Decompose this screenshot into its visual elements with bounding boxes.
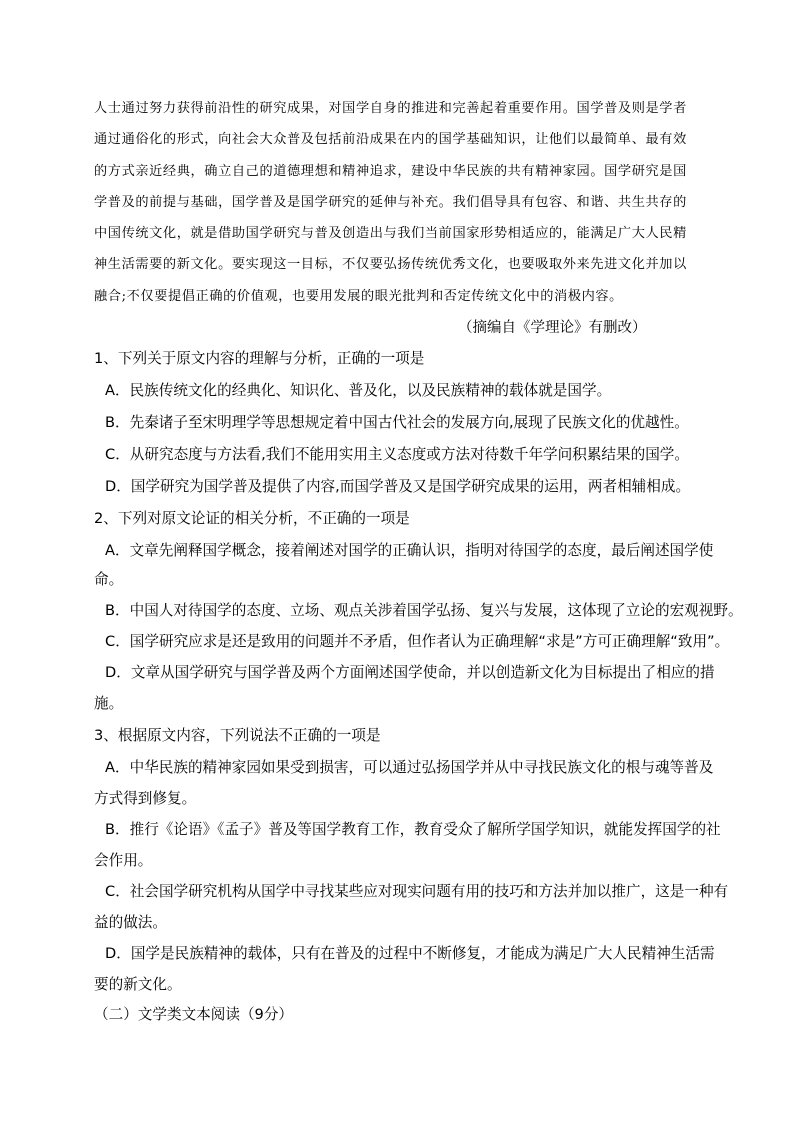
section-heading: （二）文学类文本阅读（9分） — [94, 1006, 294, 1023]
question-2-option-c: C．国学研究应求是还是致用的问题并不矛盾，但作者认为正确理解“求是”方可正确理解“致用”。 — [105, 633, 730, 650]
question-2-option-d-cont: 施。 — [94, 695, 124, 712]
question-2-option-a-cont: 命。 — [94, 571, 124, 588]
question-3-option-d-cont: 要的新文化。 — [94, 976, 182, 993]
question-1-option-b: B．先秦诸子至宋明理学等思想规定着中国古代社会的发展方向,展现了民族文化的优越性。 — [105, 414, 689, 431]
question-3-option-a: A．中华民族的精神家园如果受到损害，可以通过弘扬国学并从中寻找民族文化的根与魂等普及 — [105, 759, 714, 776]
question-3-option-b-cont: 会作用。 — [94, 852, 153, 869]
question-3-option-d: D．国学是民族精神的载体，只有在普及的过程中不断修复，才能成为满足广大人民精神生活需 — [105, 945, 715, 962]
question-3-option-c-cont: 益的做法。 — [94, 914, 167, 931]
passage-line: 人士通过努力获得前沿性的研究成果，对国学自身的推进和完善起着重要作用。国学普及则是学者 — [94, 101, 687, 116]
question-3-option-c: C．社会国学研究机构从国学中寻找某些应对现实问题有用的技巧和方法并加以推广，这是一种有 — [105, 883, 729, 900]
passage — [94, 93, 700, 312]
passage-line: 融合;不仅要提倡正确的价值观，也要用发展的眼光批判和否定传统文化中的消极内容。 — [94, 288, 623, 304]
question-2-option-d: D．文章从国学研究与国学普及两个方面阐述国学使命，并以创造新文化为目标提出了相应的措 — [105, 664, 715, 681]
passage-line: 的方式亲近经典，确立自己的道德理想和精神追求，建设中华民族的共有精神家园。国学研究是国 — [94, 163, 687, 179]
question-1-option-d: D．国学研究为国学普及提供了内容,而国学普及又是国学研究成果的运用，两者相辅相成。 — [105, 478, 691, 495]
question-1-stem: 1、下列关于原文内容的理解与分析，正确的一项是 — [94, 350, 425, 367]
question-2-option-a: A．文章先阐释国学概念，接着阐述对国学的正确认识，指明对待国学的态度，最后阐述国学使 — [105, 542, 714, 559]
question-3-stem: 3、根据原文内容，下列说法不正确的一项是 — [94, 727, 381, 744]
question-3-option-b: B．推行《论语》《孟子》普及等国学教育工作，教育受众了解所学国学知识，就能发挥国学的社 — [105, 821, 721, 838]
question-3-option-a-cont: 方式得到修复。 — [94, 790, 197, 807]
passage-line: 中国传统文化，就是借助国学研究与普及创造出与我们当前国家形势相适应的，能满足广大人民精 — [94, 226, 687, 242]
question-1-option-c: C．从研究态度与方法看,我们不能用实用主义态度或方法对待数千年学问积累结果的国学。 — [105, 446, 689, 463]
question-1-option-a: A．民族传统文化的经典化、知识化、普及化，以及民族精神的载体就是国学。 — [105, 382, 612, 399]
passage-source: （摘编自《学理论》有删改） — [458, 320, 647, 336]
passage-line: 通过通俗化的形式，向社会大众普及包括前沿成果在内的国学基础知识，让他们以最简单、最有效 — [94, 132, 687, 148]
question-2-stem: 2、下列对原文论证的相关分析，不正确的一项是 — [94, 510, 410, 527]
passage-line: 学普及的前提与基础，国学普及是国学研究的延伸与补充。我们倡导具有包容、和谐、共生共存的 — [94, 194, 687, 210]
passage-line: 神生活需要的新文化。要实现这一目标，不仅要弘扬传统优秀文化，也要吸取外来先进文化并加以 — [94, 257, 687, 273]
question-2-option-b: B．中国人对待国学的态度、立场、观点关涉着国学弘扬、复兴与发展，这体现了立论的宏观视野。 — [105, 602, 743, 619]
